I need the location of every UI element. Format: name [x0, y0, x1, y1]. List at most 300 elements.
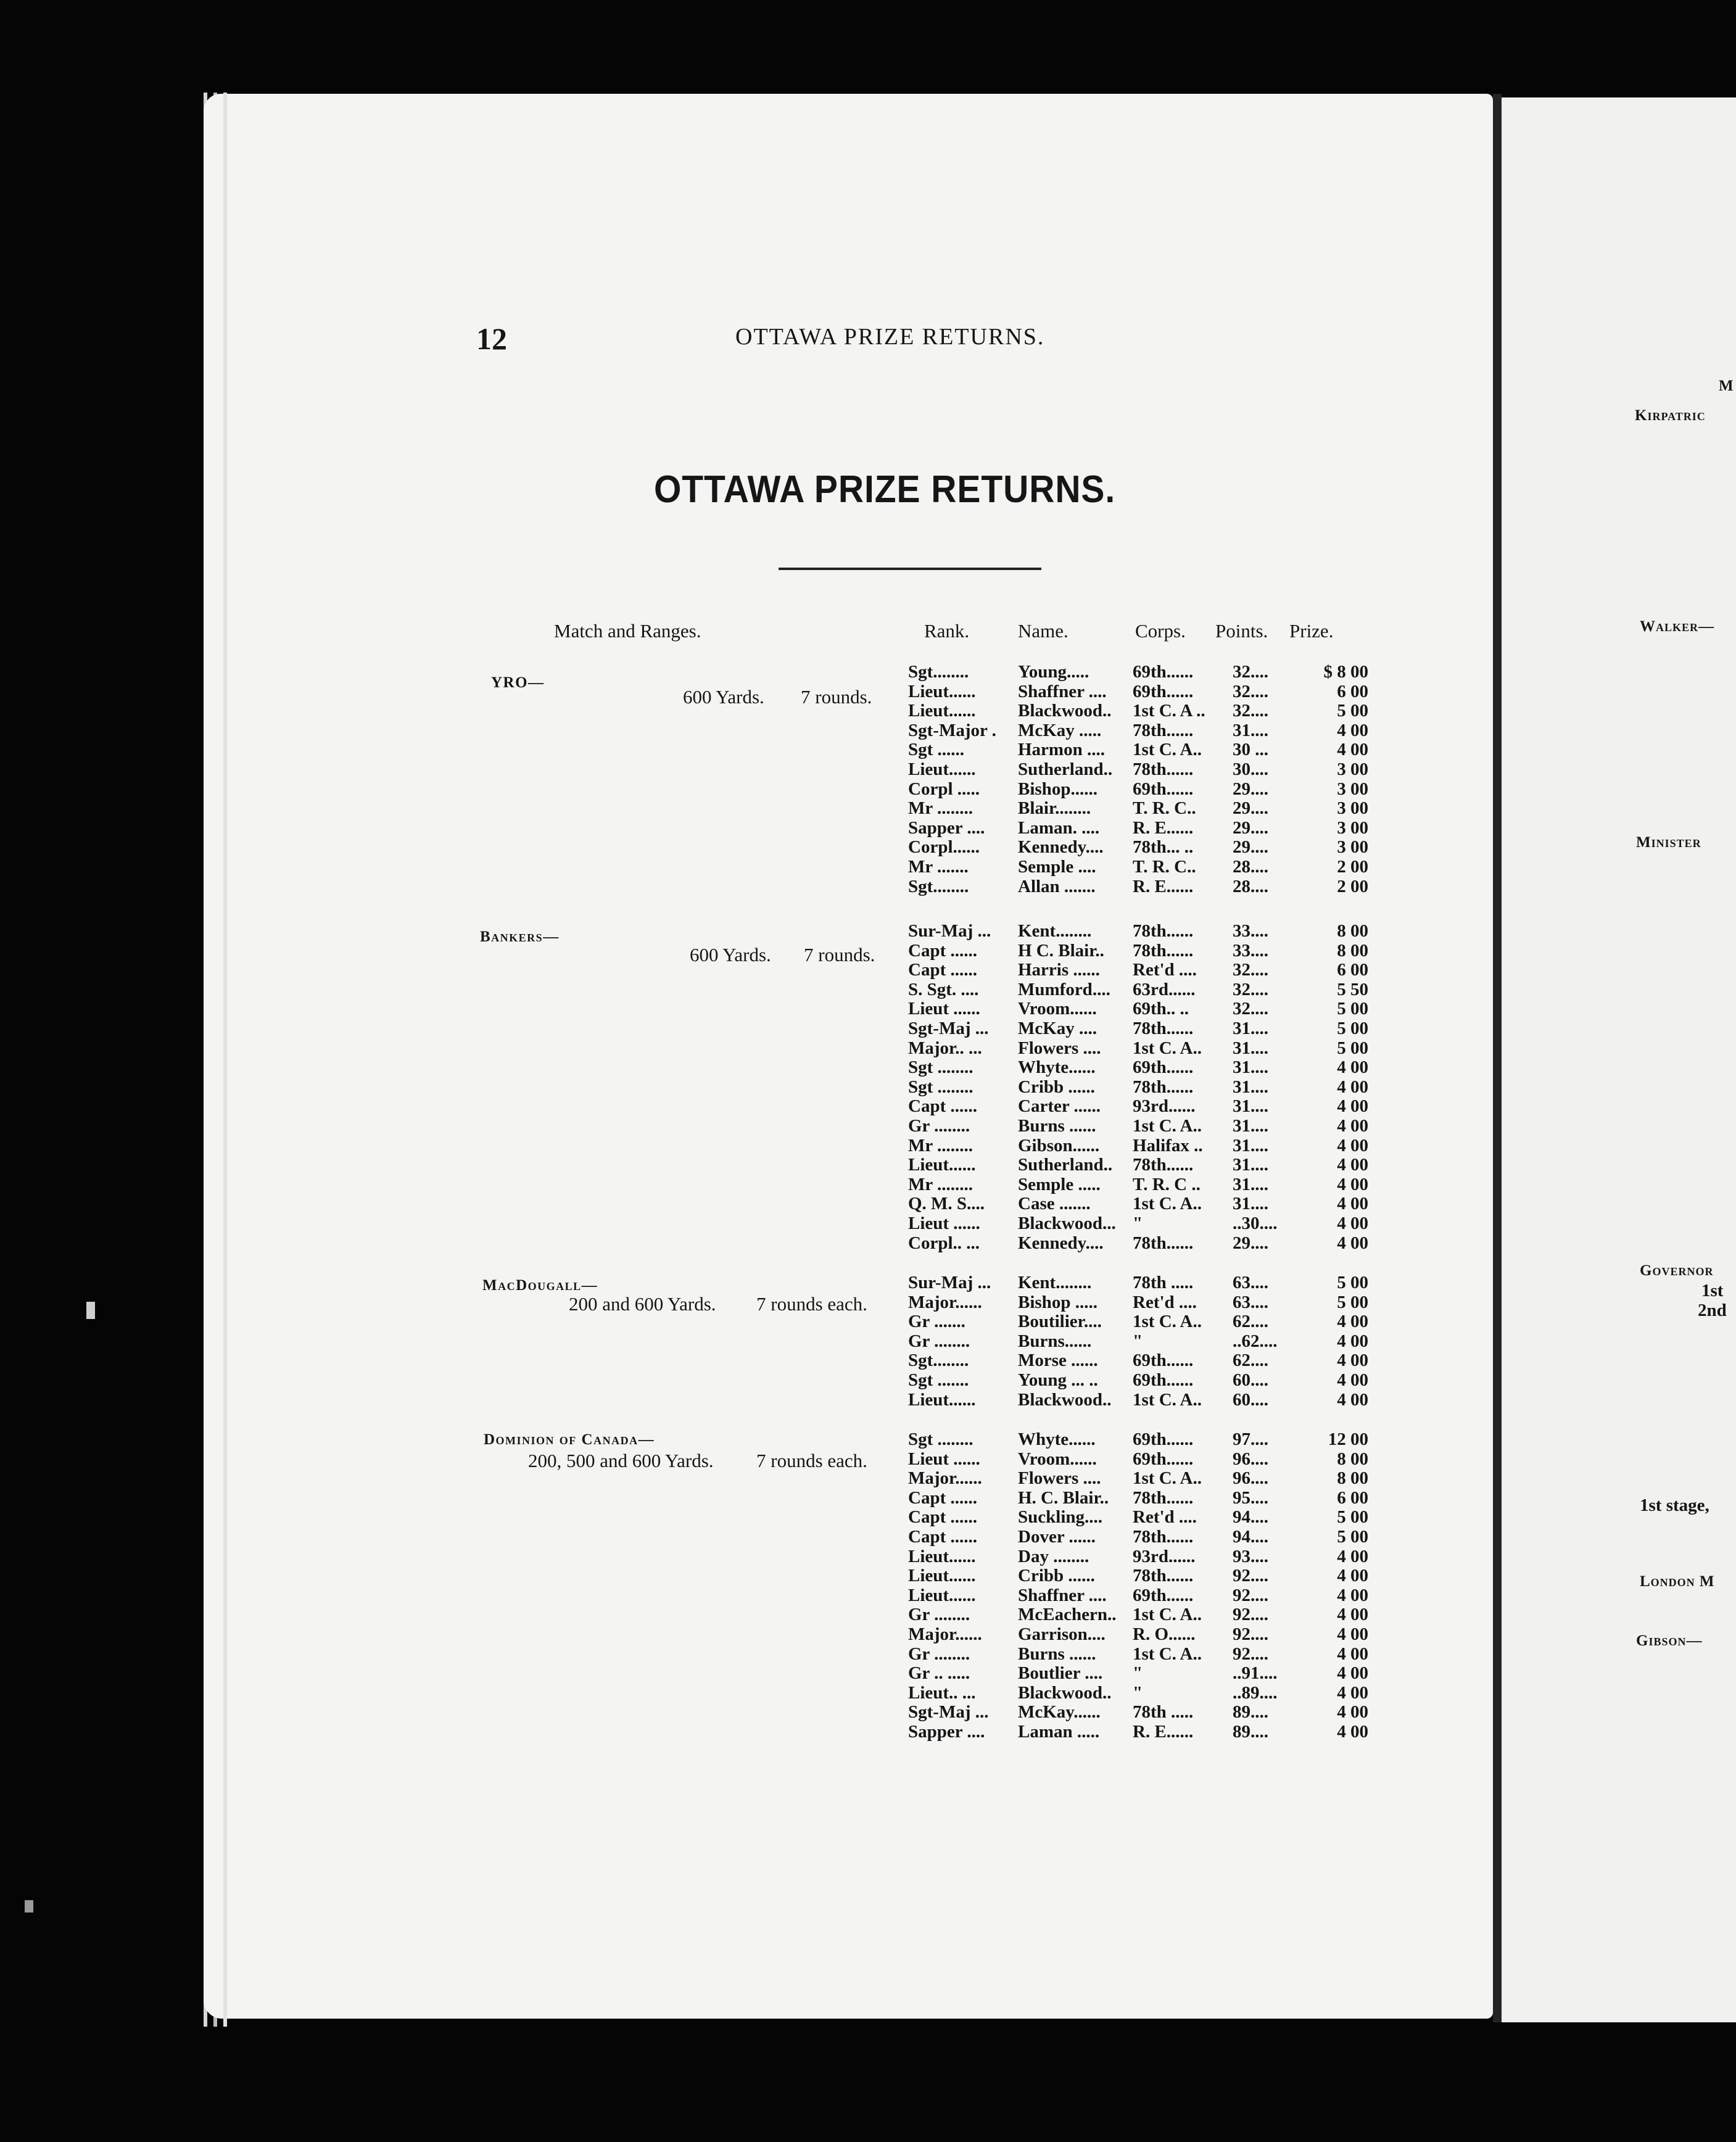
rank-cell: Sgt-Maj ...	[908, 1702, 989, 1722]
match-name: MacDougall—	[482, 1277, 598, 1294]
rank-cell: Gr ........	[908, 1605, 970, 1625]
corps-cell: 69th......	[1133, 1429, 1194, 1449]
corps-cell: 78th......	[1133, 1077, 1194, 1097]
result-row	[908, 1351, 1377, 1371]
rank-cell: Lieut......	[908, 1155, 976, 1175]
rank-cell: Gr ........	[908, 1331, 970, 1351]
name-cell: Semple ....	[1018, 856, 1096, 877]
rank-cell: Lieut......	[908, 1585, 976, 1605]
result-row	[908, 799, 1377, 819]
rank-cell: Lieut......	[908, 1546, 976, 1566]
name-cell: Flowers ....	[1018, 1468, 1101, 1489]
prize-cell: 4 00	[1337, 1370, 1368, 1390]
rank-cell: Capt ......	[908, 1507, 977, 1528]
corps-cell: "	[1133, 1213, 1143, 1233]
result-row	[908, 941, 1377, 961]
result-row	[908, 1528, 1377, 1547]
name-cell: Flowers ....	[1018, 1038, 1101, 1058]
rank-cell: Corpl......	[908, 837, 980, 858]
name-cell: Case .......	[1018, 1194, 1091, 1214]
prize-cell: 6 00	[1337, 681, 1368, 701]
result-row	[908, 961, 1377, 980]
name-cell: Mumford....	[1018, 979, 1110, 999]
points-cell: 31....	[1233, 1155, 1268, 1175]
result-row	[908, 819, 1377, 838]
points-cell: 32....	[1233, 960, 1268, 980]
corps-cell: 1st C. A..	[1133, 1389, 1202, 1410]
corps-cell: Ret'd ....	[1133, 960, 1197, 980]
prize-cell: 4 00	[1337, 1585, 1368, 1605]
prize-cell: 4 00	[1337, 740, 1368, 760]
corps-cell: 78th .....	[1133, 1702, 1194, 1722]
corps-cell: R. E......	[1133, 876, 1194, 896]
points-cell: 31....	[1233, 1174, 1268, 1194]
result-row	[908, 663, 1377, 682]
result-row	[908, 1214, 1377, 1234]
points-cell: 30 ...	[1233, 740, 1268, 760]
prize-cell: 8 00	[1337, 1449, 1368, 1469]
corps-cell: Halifax ..	[1133, 1135, 1203, 1156]
rank-cell: Capt ......	[908, 940, 977, 961]
name-cell: Burns......	[1018, 1331, 1092, 1351]
name-cell: Cribb ......	[1018, 1566, 1095, 1586]
name-cell: Morse ......	[1018, 1350, 1098, 1371]
corps-cell: 78th......	[1133, 1018, 1194, 1038]
name-cell: Sutherland..	[1018, 759, 1113, 779]
name-cell: H. C. Blair..	[1018, 1487, 1109, 1508]
match-rounds: 7 rounds.	[804, 944, 875, 966]
rank-cell: Sur-Maj ...	[908, 921, 991, 941]
result-row	[908, 1039, 1377, 1059]
rank-cell: Capt ......	[908, 960, 977, 980]
points-cell: 62....	[1233, 1312, 1268, 1332]
facing-page	[1502, 97, 1736, 2022]
name-cell: Bishop .....	[1018, 1292, 1097, 1312]
match-range: 600 Yards.	[690, 944, 771, 966]
points-cell: 92....	[1233, 1566, 1268, 1586]
points-cell: 31....	[1233, 1194, 1268, 1214]
column-header-points: Points.	[1215, 620, 1268, 642]
points-cell: 95....	[1233, 1487, 1268, 1508]
corps-cell: 69th......	[1133, 662, 1194, 682]
corps-cell: "	[1133, 1682, 1143, 1703]
result-row	[908, 740, 1377, 760]
corps-cell: 78th... ..	[1133, 837, 1194, 858]
name-cell: Young ... ..	[1018, 1370, 1098, 1390]
rank-cell: Lieut ......	[908, 1449, 980, 1469]
column-header-corps: Corps.	[1135, 620, 1186, 642]
points-cell: 94....	[1233, 1526, 1268, 1547]
match-entries	[908, 663, 1377, 896]
corps-cell: 78th......	[1133, 1526, 1194, 1547]
result-row	[908, 1703, 1377, 1722]
facing-text: Gibson—	[1636, 1632, 1703, 1649]
corps-cell: "	[1133, 1331, 1143, 1351]
page-number: 12	[476, 321, 507, 356]
prize-cell: 4 00	[1337, 1663, 1368, 1684]
prize-cell: 2 00	[1337, 856, 1368, 877]
corps-cell: 69th......	[1133, 779, 1194, 799]
prize-cell: 3 00	[1337, 779, 1368, 799]
prize-cell: 4 00	[1337, 1077, 1368, 1097]
rank-cell: Lieut ......	[908, 1213, 980, 1233]
result-row	[908, 1312, 1377, 1332]
name-cell: Kent........	[1018, 921, 1092, 941]
result-row	[908, 1332, 1377, 1352]
prize-cell: 4 00	[1337, 1605, 1368, 1625]
corps-cell: 78th......	[1133, 720, 1194, 740]
result-row	[908, 1566, 1377, 1586]
prize-cell: 3 00	[1337, 817, 1368, 838]
name-cell: Vroom......	[1018, 999, 1097, 1019]
corps-cell: 93rd......	[1133, 1096, 1196, 1117]
corps-cell: 1st C. A..	[1133, 1468, 1202, 1489]
facing-text: Walker—	[1640, 618, 1715, 635]
name-cell: Whyte......	[1018, 1057, 1096, 1078]
points-cell: 28....	[1233, 876, 1268, 896]
match-range: 200, 500 and 600 Yards.	[528, 1450, 714, 1471]
rank-cell: Lieut......	[908, 1566, 976, 1586]
points-cell: 32....	[1233, 681, 1268, 701]
corps-cell: R. E......	[1133, 817, 1194, 838]
rank-cell: Mr ........	[908, 798, 973, 819]
facing-text: 1st	[1701, 1281, 1724, 1300]
match-name: Dominion of Canada—	[484, 1431, 655, 1448]
result-row	[908, 1645, 1377, 1664]
points-cell: 31....	[1233, 1096, 1268, 1117]
prize-cell: 8 00	[1337, 921, 1368, 941]
prize-cell: 4 00	[1337, 1115, 1368, 1136]
rank-cell: Corpl.. ...	[908, 1233, 980, 1253]
name-cell: Shaffner ....	[1018, 681, 1107, 701]
name-cell: Kent........	[1018, 1273, 1092, 1292]
points-cell: 94....	[1233, 1507, 1268, 1528]
points-cell: 89....	[1233, 1702, 1268, 1722]
corps-cell: R. O......	[1133, 1624, 1196, 1644]
rank-cell: Sgt .......	[908, 1370, 969, 1390]
rank-cell: Sgt-Major .	[908, 720, 996, 740]
result-row	[908, 980, 1377, 1000]
points-cell: 31....	[1233, 1077, 1268, 1097]
facing-text: Minister	[1636, 834, 1701, 851]
result-row	[908, 760, 1377, 780]
corps-cell: 1st C. A ..	[1133, 701, 1205, 721]
facing-text: 1st stage,	[1640, 1495, 1709, 1515]
corps-cell: 78th......	[1133, 1155, 1194, 1175]
match-rounds: 7 rounds each.	[756, 1450, 867, 1471]
prize-cell: 4 00	[1337, 1213, 1368, 1233]
result-row	[908, 858, 1377, 877]
name-cell: Whyte......	[1018, 1429, 1096, 1449]
match-entries	[908, 922, 1377, 1253]
match-rounds: 7 rounds each.	[756, 1293, 867, 1315]
name-cell: Carter ......	[1018, 1096, 1101, 1117]
rank-cell: Gr ........	[908, 1115, 970, 1136]
corps-cell: 69th......	[1133, 1449, 1194, 1469]
prize-cell: 3 00	[1337, 837, 1368, 858]
corps-cell: 78th......	[1133, 1487, 1194, 1508]
rank-cell: S. Sgt. ....	[908, 979, 979, 999]
result-row	[908, 1234, 1377, 1254]
name-cell: Sutherland..	[1018, 1155, 1113, 1175]
page-header	[476, 321, 1346, 356]
rank-cell: Sur-Maj ...	[908, 1273, 991, 1292]
result-row	[908, 1664, 1377, 1684]
points-cell: 89....	[1233, 1721, 1268, 1742]
points-cell: 29....	[1233, 837, 1268, 858]
prize-cell: 4 00	[1337, 720, 1368, 740]
prize-cell: 2 00	[1337, 876, 1368, 896]
points-cell: ..62....	[1233, 1331, 1278, 1351]
prize-cell: 4 00	[1337, 1135, 1368, 1156]
rank-cell: Q. M. S....	[908, 1194, 985, 1214]
result-row	[908, 1430, 1377, 1450]
column-header-match: Match and Ranges.	[554, 620, 701, 642]
name-cell: McKay......	[1018, 1702, 1101, 1722]
corps-cell: 1st C. A..	[1133, 1312, 1202, 1332]
result-row	[908, 922, 1377, 941]
corps-cell: 78th......	[1133, 940, 1194, 961]
column-header-name: Name.	[1018, 620, 1068, 642]
column-header-rank: Rank.	[924, 620, 970, 642]
corps-cell: 78th......	[1133, 1233, 1194, 1253]
prize-cell: 4 00	[1337, 1194, 1368, 1214]
corps-cell: 1st C. A..	[1133, 1194, 1202, 1214]
corps-cell: T. R. C ..	[1133, 1174, 1201, 1194]
rank-cell: Major......	[908, 1292, 982, 1312]
result-row	[908, 1097, 1377, 1117]
prize-cell: 8 00	[1337, 1468, 1368, 1489]
result-row	[908, 877, 1377, 897]
result-row	[908, 701, 1377, 721]
name-cell: McKay ....	[1018, 1018, 1097, 1038]
prize-cell: 5 00	[1337, 1038, 1368, 1058]
corps-cell: 1st C. A..	[1133, 1605, 1202, 1625]
result-row	[908, 1194, 1377, 1214]
points-cell: 31....	[1233, 720, 1268, 740]
points-cell: ..89....	[1233, 1682, 1278, 1703]
rank-cell: Sgt ........	[908, 1429, 973, 1449]
prize-cell: 4 00	[1337, 1057, 1368, 1078]
result-row	[908, 1605, 1377, 1625]
points-cell: 32....	[1233, 701, 1268, 721]
prize-cell: 5 50	[1337, 979, 1368, 999]
points-cell: 92....	[1233, 1585, 1268, 1605]
rank-cell: Capt ......	[908, 1526, 977, 1547]
points-cell: 31....	[1233, 1115, 1268, 1136]
match-range: 200 and 600 Yards.	[569, 1293, 716, 1315]
prize-cell: 5 00	[1337, 1292, 1368, 1312]
facing-text: 2nd	[1698, 1300, 1727, 1320]
rank-cell: Sapper ....	[908, 1721, 985, 1742]
points-cell: 31....	[1233, 1057, 1268, 1078]
result-row	[908, 999, 1377, 1019]
points-cell: 96....	[1233, 1468, 1268, 1489]
points-cell: 93....	[1233, 1546, 1268, 1566]
prize-cell: 5 00	[1337, 701, 1368, 721]
prize-cell: 4 00	[1337, 1155, 1368, 1175]
prize-cell: 6 00	[1337, 1487, 1368, 1508]
name-cell: H C. Blair..	[1018, 940, 1104, 961]
name-cell: Boutlier ....	[1018, 1663, 1103, 1684]
corps-cell: R. E......	[1133, 1721, 1194, 1742]
column-header-prize: Prize.	[1289, 620, 1334, 642]
prize-cell: 5 00	[1337, 1526, 1368, 1547]
name-cell: Shaffner ....	[1018, 1585, 1107, 1605]
facing-text: London M	[1640, 1573, 1715, 1590]
rank-cell: Major.. ...	[908, 1038, 982, 1058]
name-cell: Laman. ....	[1018, 817, 1100, 838]
prize-cell: 6 00	[1337, 960, 1368, 980]
rank-cell: Lieut......	[908, 759, 976, 779]
points-cell: 31....	[1233, 1018, 1268, 1038]
points-cell: 32....	[1233, 999, 1268, 1019]
corps-cell: Ret'd ....	[1133, 1507, 1197, 1528]
prize-cell: 4 00	[1337, 1644, 1368, 1664]
points-cell: 29....	[1233, 779, 1268, 799]
points-cell: 63....	[1233, 1273, 1268, 1292]
prize-cell: 4 00	[1337, 1389, 1368, 1410]
result-row	[908, 1450, 1377, 1470]
points-cell: 33....	[1233, 940, 1268, 961]
corps-cell: 78th......	[1133, 921, 1194, 941]
result-row	[908, 780, 1377, 800]
points-cell: 32....	[1233, 979, 1268, 999]
corps-cell: 93rd......	[1133, 1546, 1196, 1566]
points-cell: 32....	[1233, 662, 1268, 682]
points-cell: 96....	[1233, 1449, 1268, 1469]
points-cell: 29....	[1233, 1233, 1268, 1253]
corps-cell: 1st C. A..	[1133, 1038, 1202, 1058]
corps-cell: "	[1133, 1663, 1143, 1684]
rank-cell: Lieut ......	[908, 999, 980, 1019]
result-row	[908, 1156, 1377, 1175]
prize-cell: 12 00	[1328, 1429, 1368, 1449]
page-edge	[223, 93, 227, 2027]
prize-cell: 5 00	[1337, 1018, 1368, 1038]
name-cell: McKay .....	[1018, 720, 1102, 740]
points-cell: 28....	[1233, 856, 1268, 877]
rank-cell: Gr ........	[908, 1644, 970, 1664]
result-row	[908, 1722, 1377, 1742]
rank-cell: Lieut......	[908, 1389, 976, 1410]
rank-cell: Major......	[908, 1468, 982, 1489]
name-cell: Harris ......	[1018, 960, 1100, 980]
rank-cell: Capt ......	[908, 1487, 977, 1508]
match-range: 600 Yards.	[683, 686, 764, 708]
rank-cell: Sapper ....	[908, 817, 985, 838]
prize-cell: 4 00	[1337, 1546, 1368, 1566]
rank-cell: Sgt ........	[908, 1057, 973, 1078]
rank-cell: Lieut......	[908, 681, 976, 701]
result-row	[908, 1371, 1377, 1391]
result-row	[908, 1625, 1377, 1645]
name-cell: Burns ......	[1018, 1644, 1096, 1664]
name-cell: Burns ......	[1018, 1115, 1096, 1136]
rank-cell: Corpl .....	[908, 779, 980, 799]
corps-cell: 69th......	[1133, 1057, 1194, 1078]
result-row	[908, 1117, 1377, 1136]
page-title: OTTAWA PRIZE RETURNS.	[654, 468, 1116, 511]
rank-cell: Mr ........	[908, 1135, 973, 1156]
prize-cell: 4 00	[1337, 1721, 1368, 1742]
prize-cell: 3 00	[1337, 759, 1368, 779]
facing-text: Governor	[1640, 1262, 1714, 1279]
prize-cell: 4 00	[1337, 1682, 1368, 1703]
name-cell: Boutilier....	[1018, 1312, 1102, 1332]
prize-cell: $ 8 00	[1323, 662, 1368, 682]
result-row	[908, 1136, 1377, 1156]
points-cell: 30....	[1233, 759, 1268, 779]
prize-cell: 5 00	[1337, 1507, 1368, 1528]
result-row	[908, 1019, 1377, 1039]
match-entries	[908, 1273, 1377, 1410]
result-row	[908, 721, 1377, 741]
rank-cell: Sgt ......	[908, 740, 965, 760]
rank-cell: Gr .. .....	[908, 1663, 970, 1684]
name-cell: Kennedy....	[1018, 837, 1104, 858]
name-cell: Blackwood..	[1018, 1389, 1112, 1410]
facing-text: Kirpatric	[1635, 407, 1706, 424]
running-head: OTTAWA PRIZE RETURNS.	[735, 324, 1045, 350]
prize-cell: 4 00	[1337, 1566, 1368, 1586]
corps-cell: 69th......	[1133, 1350, 1194, 1371]
rank-cell: Sgt........	[908, 876, 969, 896]
corps-cell: 78th......	[1133, 759, 1194, 779]
prize-cell: 4 00	[1337, 1174, 1368, 1194]
points-cell: 31....	[1233, 1135, 1268, 1156]
points-cell: ..91....	[1233, 1663, 1278, 1684]
result-row	[908, 682, 1377, 702]
corps-cell: 1st C. A..	[1133, 740, 1202, 760]
corps-cell: 1st C. A..	[1133, 1115, 1202, 1136]
rank-cell: Capt ......	[908, 1096, 977, 1117]
rank-cell: Sgt-Maj ...	[908, 1018, 989, 1038]
match-entries	[908, 1430, 1377, 1742]
prize-cell: 4 00	[1337, 1702, 1368, 1722]
name-cell: Day ........	[1018, 1546, 1089, 1566]
corps-cell: 69th......	[1133, 1585, 1194, 1605]
rank-cell: Lieut......	[908, 701, 976, 721]
name-cell: Blackwood...	[1018, 1213, 1116, 1233]
rank-cell: Gr .......	[908, 1312, 965, 1332]
name-cell: Cribb ......	[1018, 1077, 1095, 1097]
rank-cell: Sgt........	[908, 1350, 969, 1371]
points-cell: 63....	[1233, 1292, 1268, 1312]
prize-cell: 4 00	[1337, 1350, 1368, 1371]
rank-cell: Mr .......	[908, 856, 969, 877]
points-cell: 29....	[1233, 798, 1268, 819]
prize-cell: 4 00	[1337, 1331, 1368, 1351]
name-cell: Suckling....	[1018, 1507, 1102, 1528]
name-cell: Garrison....	[1018, 1624, 1106, 1644]
corps-cell: 63rd......	[1133, 979, 1196, 999]
result-row	[908, 1391, 1377, 1410]
title-rule	[779, 568, 1041, 570]
corps-cell: Ret'd ....	[1133, 1292, 1197, 1312]
points-cell: 92....	[1233, 1605, 1268, 1625]
name-cell: McEachern..	[1018, 1605, 1117, 1625]
result-row	[908, 1273, 1377, 1293]
points-cell: 33....	[1233, 921, 1268, 941]
match-name: Bankers—	[480, 928, 560, 945]
name-cell: Allan .......	[1018, 876, 1096, 896]
match-rounds: 7 rounds.	[801, 686, 872, 708]
name-cell: Semple .....	[1018, 1174, 1101, 1194]
facing-text: M	[1719, 378, 1734, 394]
name-cell: Harmon ....	[1018, 740, 1105, 760]
result-row	[908, 1684, 1377, 1703]
